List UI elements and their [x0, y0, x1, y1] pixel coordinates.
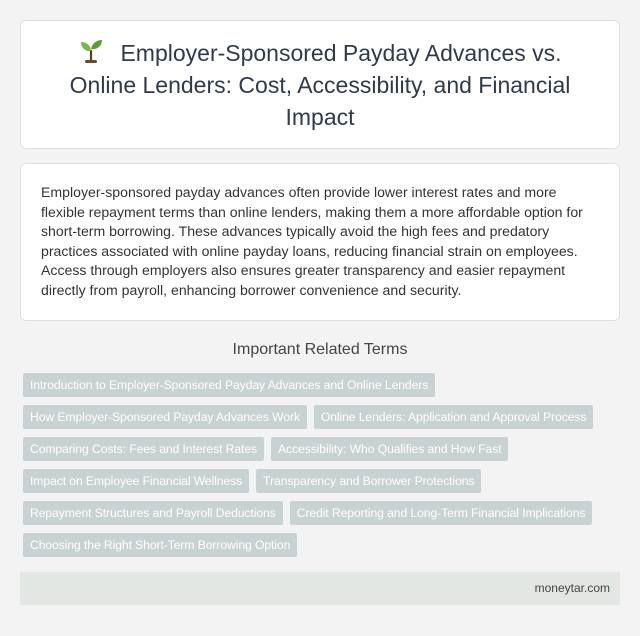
related-terms-list: [23, 373, 623, 565]
related-terms-heading: Important Related Terms: [232, 341, 408, 358]
site-name[interactable]: moneytar.com: [534, 581, 610, 595]
related-term-tag[interactable]: Transparency and Borrower Protections: [256, 469, 481, 493]
related-term-tag[interactable]: Repayment Structures and Payroll Deductions: [23, 501, 283, 525]
tag-row: [23, 437, 623, 461]
related-term-tag[interactable]: Accessibility: Who Qualifies and How Fast: [271, 437, 508, 461]
summary-card: [20, 163, 620, 321]
tag-row: [23, 501, 623, 525]
summary-text: Employer-sponsored payday advances often provide lower interest rates and more flexible repayment terms than online lenders, making them a more affordable option for short-term borrowing. These advances typically avoid the high fees and predatory practices associated with online payday loans, reducing financial strain on employees. Access through employers also ensures greater transparency and easier repayment directly from payroll, enhancing borrower convenience and security.: [41, 184, 583, 298]
related-term-tag[interactable]: Online Lenders: Application and Approval Process: [314, 405, 594, 429]
page-title-text: Employer-Sponsored Payday Advances vs. Online Lenders: Cost, Accessibility, and Financial Impact: [69, 39, 571, 130]
tag-row: [23, 405, 623, 429]
footer-bar: [20, 572, 620, 605]
related-term-tag[interactable]: Impact on Employee Financial Wellness: [23, 469, 249, 493]
related-term-tag[interactable]: Credit Reporting and Long-Term Financial Implications: [290, 501, 593, 525]
sprout-icon: [78, 38, 104, 64]
page-title: [57, 37, 583, 133]
tag-row: [23, 469, 623, 493]
related-term-tag[interactable]: Comparing Costs: Fees and Interest Rates: [23, 437, 264, 461]
related-term-tag[interactable]: How Employer-Sponsored Payday Advances Work: [23, 405, 307, 429]
tag-row: [23, 373, 623, 397]
related-term-tag[interactable]: Choosing the Right Short-Term Borrowing Option: [23, 533, 297, 557]
related-term-tag[interactable]: Introduction to Employer-Sponsored Payday Advances and Online Lenders: [23, 373, 435, 397]
title-card: [20, 20, 620, 149]
tag-row: [23, 533, 623, 557]
